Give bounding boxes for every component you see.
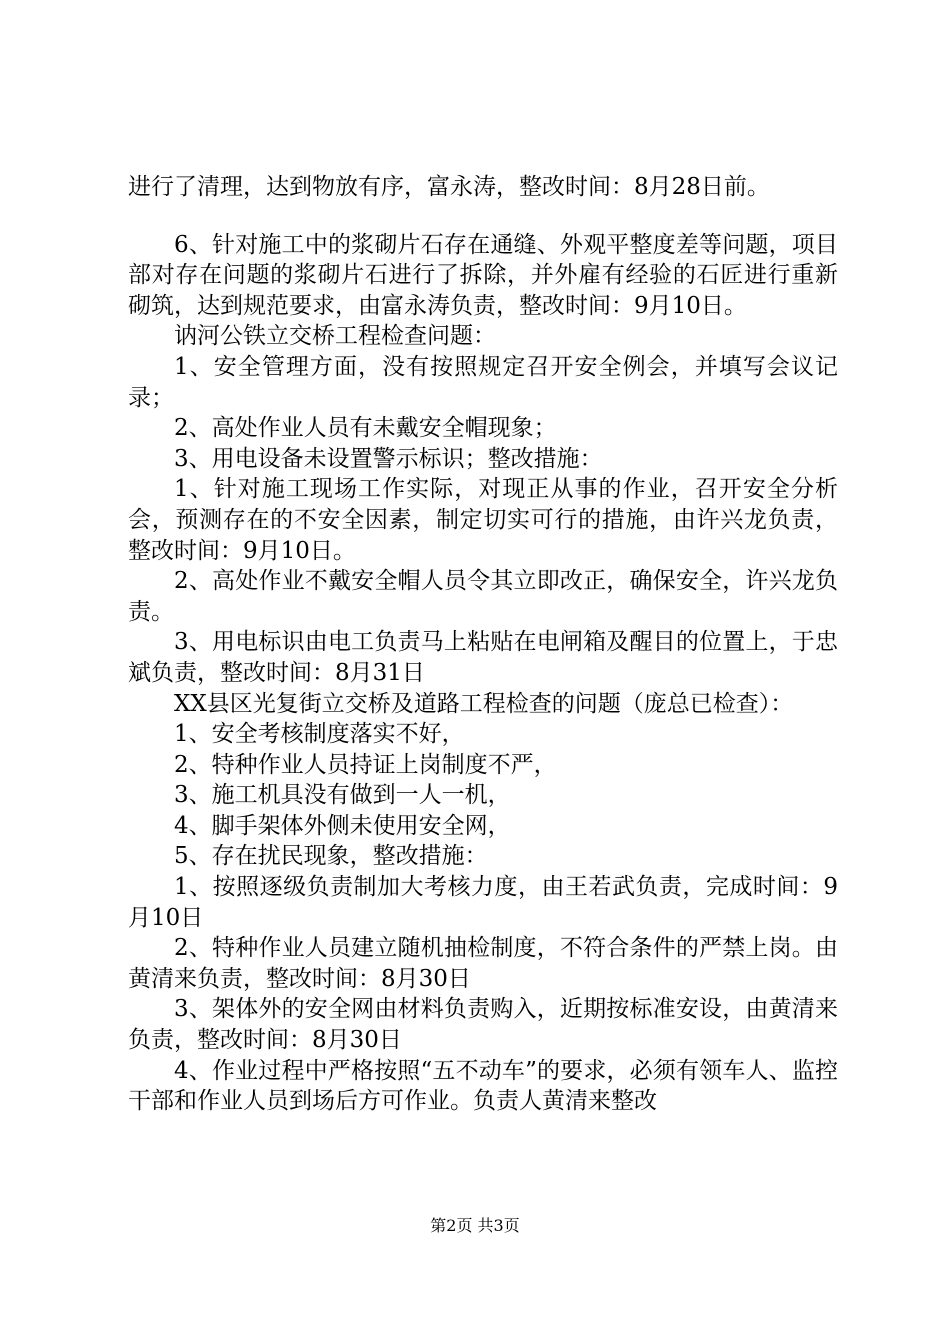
measure-item: 2、高处作业不戴安全帽人员令其立即改正，确保安全，许兴龙负责。 — [128, 568, 838, 625]
section-heading-guangfu-street: XX县区光复街立交桥及道路工程检查的问题（庞总已检查）： — [174, 690, 794, 717]
paragraph-continuation: 进行了清理，达到物放有序，富永涛，整改时间：8月28日前。 — [128, 174, 770, 200]
issue-item: 1、安全考核制度落实不好， — [174, 721, 465, 748]
issue-item: 1、安全管理方面，没有按照规定召开安全例会，并填写会议记录； — [128, 353, 838, 411]
issue-item: 4、脚手架体外侧未使用安全网， — [174, 812, 511, 839]
issue-item: 2、高处作业人员有未戴安全帽现象； — [174, 415, 557, 442]
issue-item: 3、施工机具没有做到一人一机， — [174, 782, 511, 809]
page-number-footer: 第2页 共3页 — [430, 1216, 520, 1235]
measure-item: 4、作业过程中严格按照“五不动车”的要求，必须有领车人、监控干部和作业人员到场后方可作业。负责人黄清来整改 — [128, 1057, 838, 1115]
issue-item: 3、用电设备未设置警示标识；整改措施： — [174, 445, 603, 472]
issue-item: 2、特种作业人员持证上岗制度不严， — [174, 751, 557, 778]
document-body — [128, 172, 838, 1117]
section-heading-nehe-bridge: 讷河公铁立交桥工程检查问题： — [174, 323, 496, 350]
measure-item: 1、针对施工现场工作实际，对现正从事的作业，召开安全分析会，预测存在的不安全因素，制定切实可行的措施，由许兴龙负责，整改时间：9月10日。 — [128, 476, 838, 564]
measure-item: 3、架体外的安全网由材料负责购入，近期按标准安设，由黄清来负责，整改时间：8月30日 — [128, 996, 838, 1054]
paragraph-item-6: 6、针对施工中的浆砌片石存在通缝、外观平整度差等问题，项目部对存在问题的浆砌片石进行了拆除，并外雇有经验的石匠进行重新砌筑，达到规范要求，由富永涛负责，整改时间：9月10日。 — [128, 231, 838, 319]
measure-item: 3、用电标识由电工负责马上粘贴在电闸箱及醒目的位置上，于忠斌负责，整改时间：8月31日 — [128, 629, 838, 686]
measure-item: 1、按照逐级负责制加大考核力度，由王若武负责，完成时间：9月10日 — [128, 874, 838, 931]
issue-item: 5、存在扰民现象，整改措施： — [174, 843, 488, 870]
measure-item: 2、特种作业人员建立随机抽检制度，不符合条件的严禁上岗。由黄清来负责，整改时间：8月30日 — [128, 935, 838, 992]
